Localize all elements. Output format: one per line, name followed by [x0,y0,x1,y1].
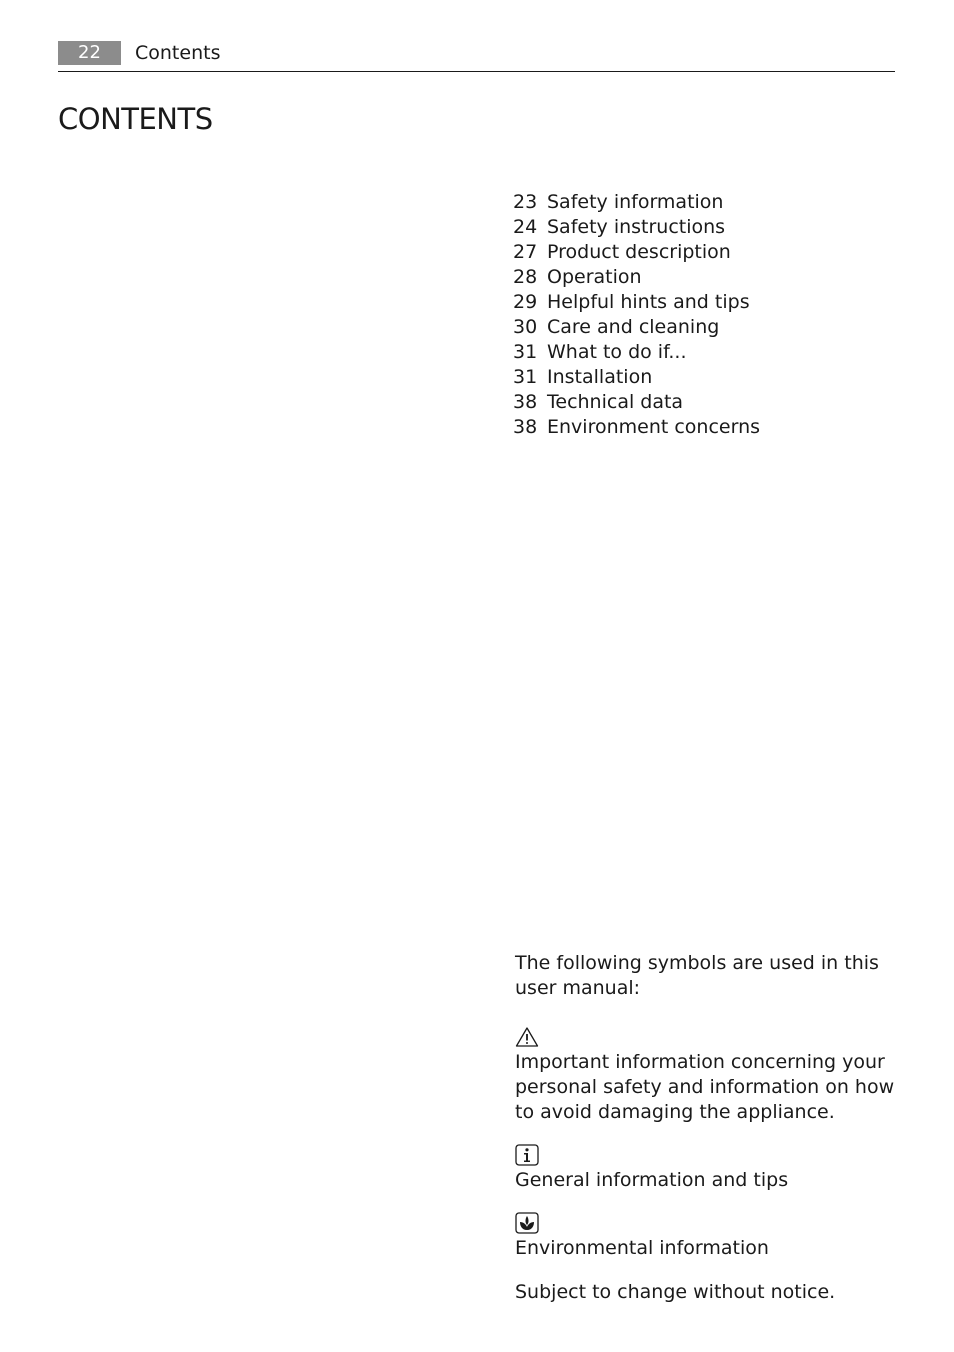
environment-text: Environmental information [515,1237,769,1259]
toc-entry[interactable] [513,265,760,290]
toc-page: 23 [513,191,538,213]
toc-entry[interactable] [513,415,760,440]
toc-label: Helpful hints and tips [547,291,750,313]
toc-page: 31 [513,366,538,388]
toc-label: Safety information [547,191,724,213]
toc-page: 38 [513,391,538,413]
warning-text: Important information concerning your personal safety and information on how to avoid damaging the appliance. [515,1051,895,1123]
toc-label: Technical data [547,391,684,413]
toc-entry[interactable] [513,390,760,415]
change-notice: Subject to change without notice. [515,1281,836,1303]
toc-label: Installation [547,366,653,388]
toc-label: Environment concerns [547,416,761,438]
legend-warning [515,1026,895,1125]
page-title: CONTENTS [58,102,213,136]
legend-environment [515,1212,895,1261]
info-icon [515,1144,539,1166]
page-number: 22 [58,41,121,65]
section-label: Contents [135,42,221,64]
page-header [58,41,895,72]
toc-label: Product description [547,241,731,263]
toc-page: 31 [513,341,538,363]
toc-entry[interactable] [513,365,760,390]
toc-label: Care and cleaning [547,316,720,338]
table-of-contents [513,190,760,440]
toc-label: What to do if... [547,341,687,363]
toc-label: Safety instructions [547,216,726,238]
toc-page: 38 [513,416,538,438]
symbol-legend [515,951,895,1305]
toc-entry[interactable] [513,340,760,365]
legend-info [515,1144,895,1193]
toc-page: 30 [513,316,538,338]
toc-page: 28 [513,266,538,288]
toc-page: 24 [513,216,538,238]
legend-intro: The following symbols are used in this user manual: [515,952,879,999]
toc-label: Operation [547,266,642,288]
toc-entry[interactable] [513,190,760,215]
environment-icon [515,1212,539,1234]
toc-entry[interactable] [513,315,760,340]
toc-page: 27 [513,241,538,263]
warning-triangle-icon [515,1026,539,1048]
toc-entry[interactable] [513,240,760,265]
toc-entry[interactable] [513,290,760,315]
toc-page: 29 [513,291,538,313]
info-text: General information and tips [515,1169,789,1191]
toc-entry[interactable] [513,215,760,240]
